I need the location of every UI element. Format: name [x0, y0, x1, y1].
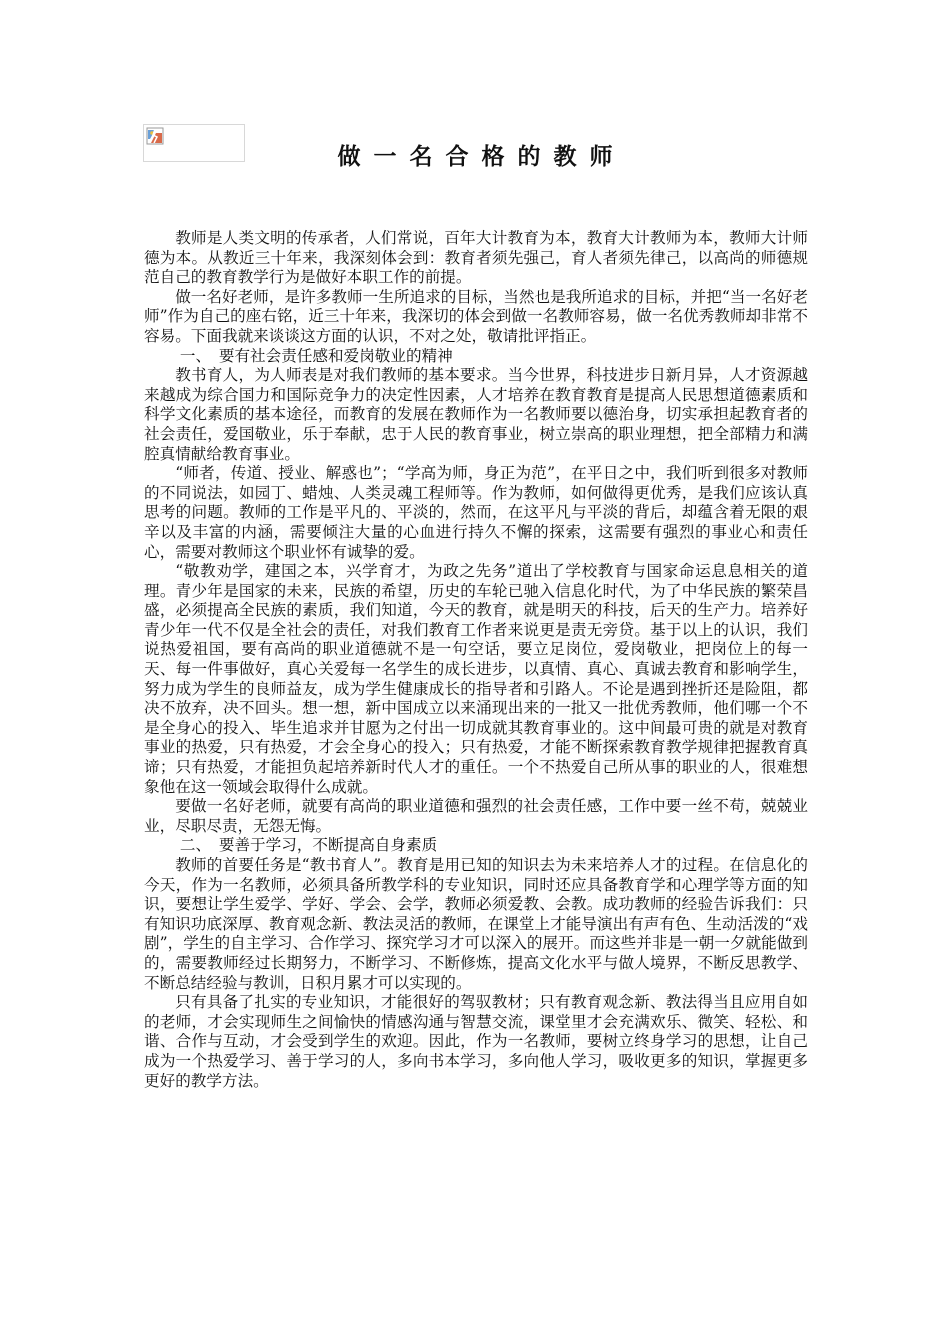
paragraph: “敬教劝学，建国之本，兴学育才，为政之先务”道出了学校教育与国家命运息息相关的道理。青少年是国家的未来，民族的希望，历史的车轮已驰入信息化时代，为了中华民族的繁荣昌盛，必须提高全民族的素质，我们知道，今天的教育，就是明天的科技，后天的生产力。培养好青少年一代不仅是全社会的责任，对我们教育工作者来说更是责无旁贷。基于以上的认识，我们说热爱祖国，要有高尚的职业道德就不是一句空话，要立足岗位，爱岗敬业，把岗位上的每一天、每一件事做好，真心关爱每一名学生的成长进步，以真情、真心、真诚去教育和影响学生，努力成为学生的良师益友，成为学生健康成长的指导者和引路人。不论是遇到挫折还是险阻，都决不放弃，决不回头。想一想，新中国成立以来涌现出来的一批又一批优秀教师，他们哪一个不是全身心的投入、毕生追求并甘愿为之付出一切成就其教育事业的。这中间最可贵的就是对教育事业的热爱，只有热爱，才会全身心的投入；只有热爱，才能不断探索教育教学规律把握教育真谛；只有热爱，才能担负起培养新时代人才的重任。一个不热爱自己所从事的职业的人，很难想象他在这一领域会取得什么成就。 [144, 562, 808, 796]
document-body [144, 229, 808, 1091]
paragraph: 教师是人类文明的传承者，人们常说，百年大计教育为本，教育大计教师为本，教师大计师德为本。从教近三十年来，我深刻体会到：教育者须先强己，育人者须先律己，以高尚的师德规范自己的教育教学行为是做好本职工作的前提。 [144, 229, 808, 287]
paragraph: 教书育人，为人师表是对我们教师的基本要求。当今世界，科技进步日新月异，人才资源越来越成为综合国力和国际竞争力的决定性因素，人才培养在教育教育是提高人民思想道德素质和科学文化素质的基本途径，而教育的发展在教师作为一名教师要以德治身，切实承担起教育者的社会责任，爱国敬业，乐于奉献，忠于人民的教育事业，树立崇高的职业理想，把全部精力和满腔真情献给教育事业。 [144, 366, 808, 463]
document-title: 做一名合格的教师 [337, 143, 626, 170]
section-heading: 二、 要善于学习，不断提高自身素质 [179, 836, 438, 855]
section-heading: 一、 要有社会责任感和爱岗敬业的精神 [179, 346, 453, 365]
paragraph: 只有具备了扎实的专业知识，才能很好的驾驭教材；只有教育观念新、教法得当且应用自如的老师，才会实现师生之间愉快的情感沟通与智慧交流，课堂里才会充满欢乐、微笑、轻松、和谐、合作与互动，才会受到学生的欢迎。因此，作为一名教师，要树立终身学习的思想，让自己成为一个热爱学习、善于学习的人，多向书本学习，多向他人学习，吸收更多的知识，掌握更多更好的教学方法。 [144, 993, 808, 1090]
paragraph: 做一名好老师，是许多教师一生所追求的目标，当然也是我所追求的目标，并把“当一名好老师”作为自己的座右铭，近三十年来，我深切的体会到做一名教师容易，做一名优秀教师却非常不容易。下面我就来谈谈这方面的认识，不对之处，敬请批评指正。 [144, 287, 808, 345]
paragraph: 要做一名好老师，就要有高尚的职业道德和强烈的社会责任感，工作中要一丝不苟，兢兢业业，尽职尽责，无怨无悔。 [144, 797, 808, 835]
paragraph: 教师的首要任务是“教书育人”。教育是用已知的知识去为未来培养人才的过程。在信息化的今天，作为一名教师，必须具备所教学科的专业知识，同时还应具备教育学和心理学等方面的知识，要想让学生爱学、学好、学会、会学，教师必须爱教、会教。成功教师的经验告诉我们：只有知识功底深厚、教育观念新、教法灵活的教师，在课堂上才能导演出有声有色、生动活泼的“戏剧”，学生的自主学习、合作学习、探究学习才可以深入的展开。而这些并非是一朝一夕就能做到的，需要教师经过长期努力，不断学习、不断修炼，提高文化水平与做人境界，不断反思教学、不断总结经验与教训，日积月累才可以实现的。 [144, 856, 808, 992]
paragraph: “师者，传道、授业、解惑也”；“学高为师，身正为范”，在平日之中，我们听到很多对教师的不同说法，如园丁、蜡烛、人类灵魂工程师等。作为教师，如何做得更优秀，是我们应该认真思考的问题。教师的工作是平凡的、平淡的，然而，在这平凡与平淡的背后，却蕴含着无限的艰辛以及丰富的内涵，需要倾注大量的心血进行持久不懈的探索，这需要有强烈的事业心和责任心，需要对教师这个职业怀有诚挚的爱。 [144, 464, 808, 561]
